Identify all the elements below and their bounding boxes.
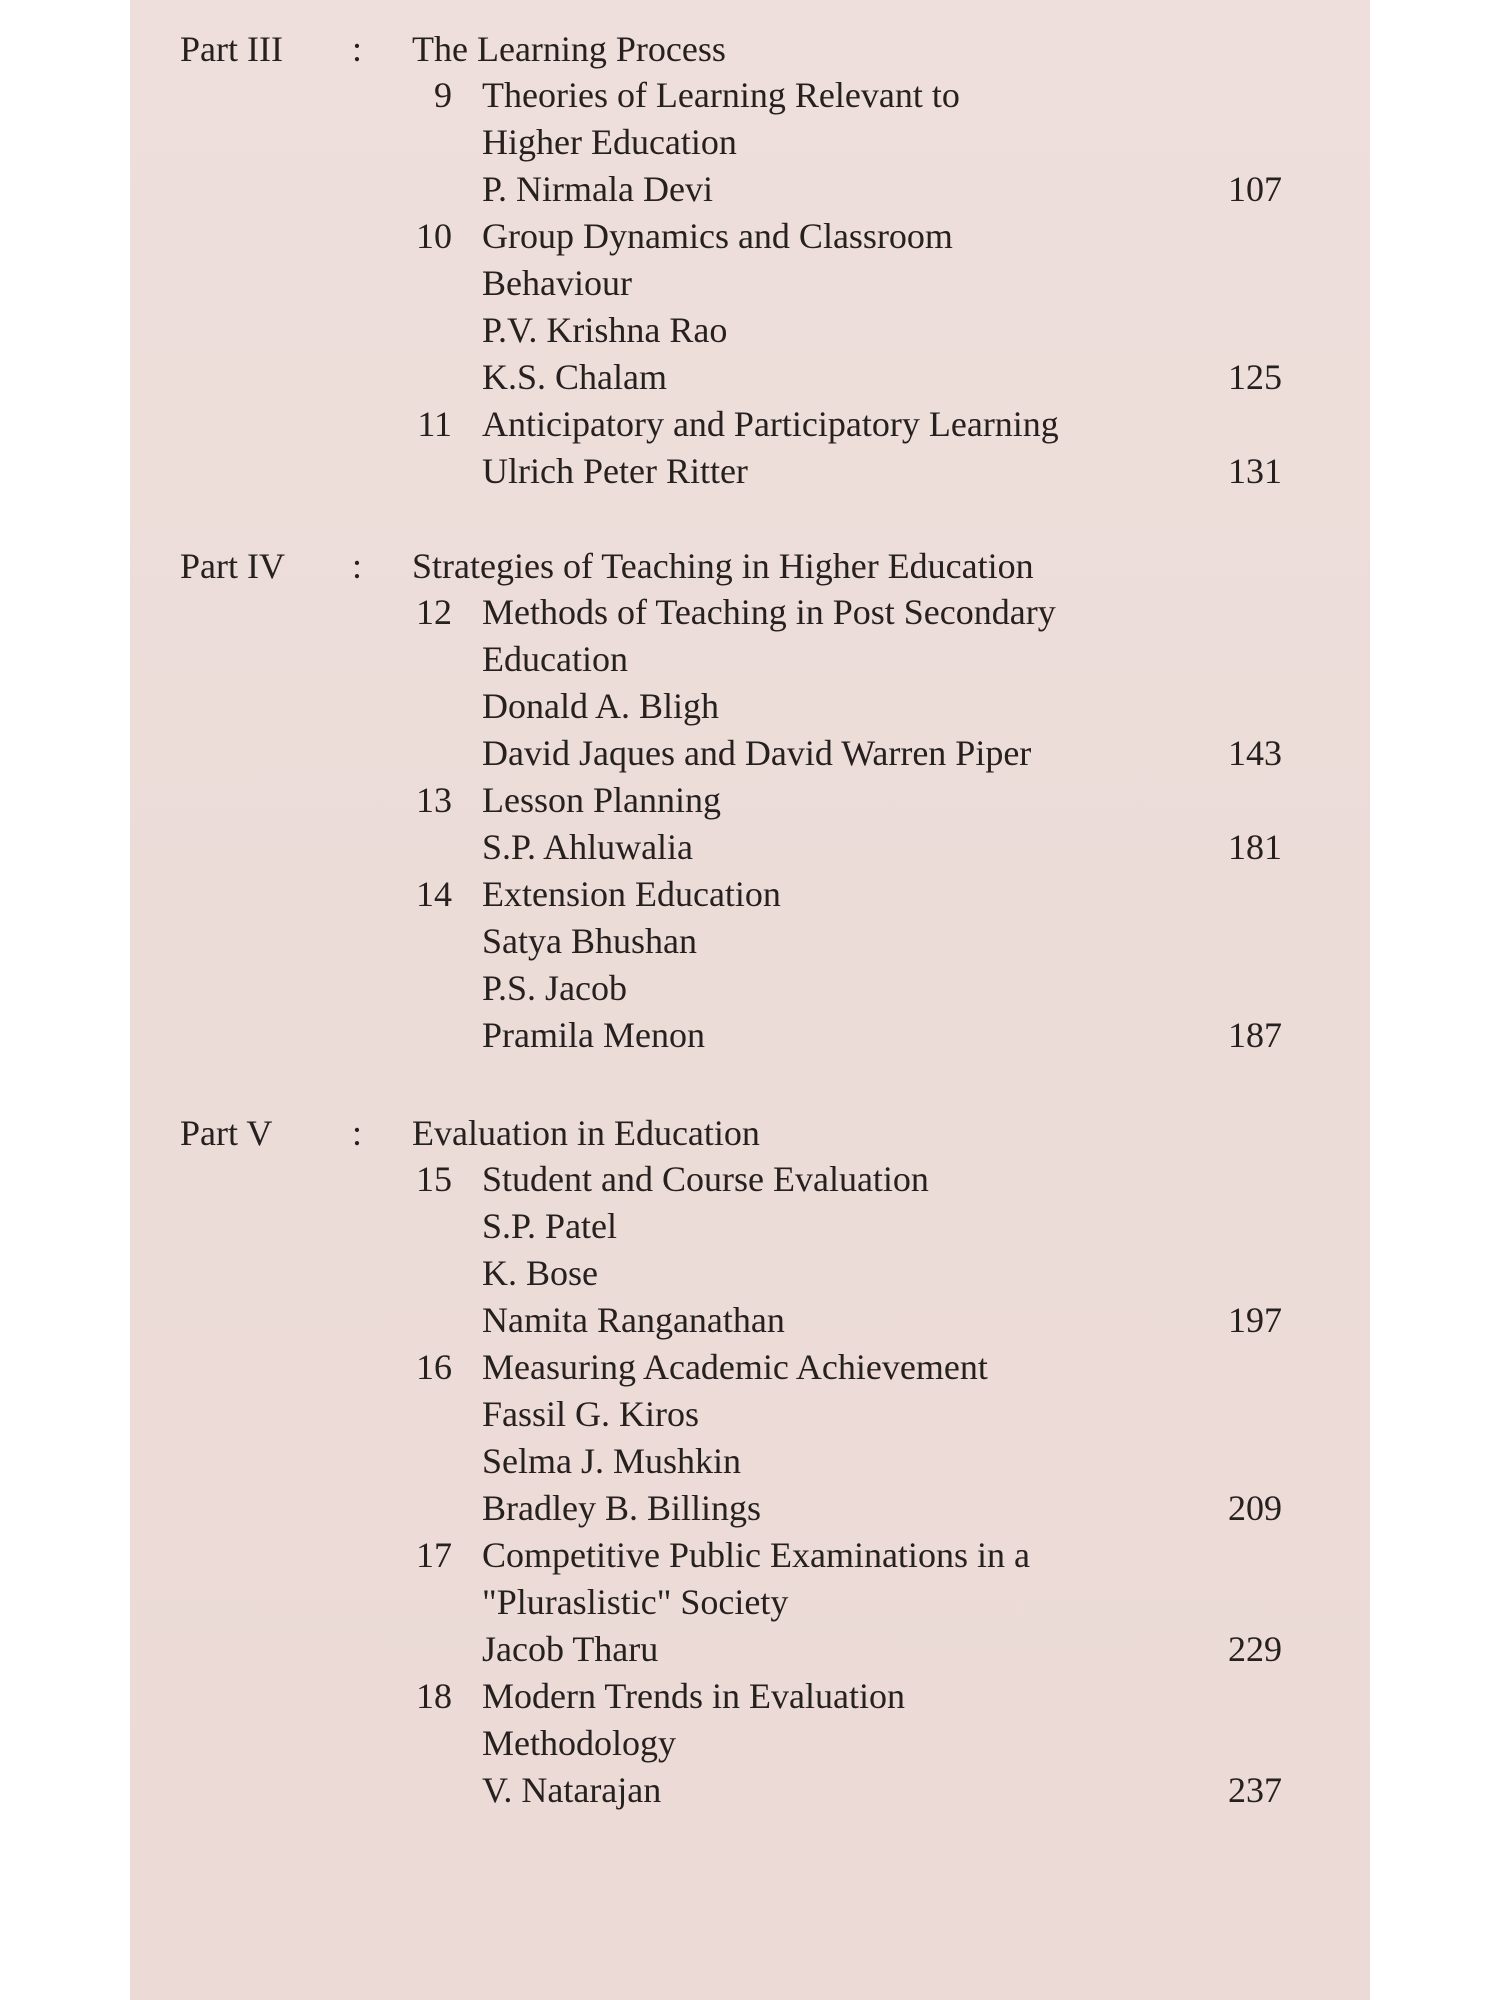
chapter-title-line: Lesson Planning xyxy=(482,780,721,820)
toc-entry xyxy=(412,1532,1282,1673)
toc-entry xyxy=(412,871,1282,1059)
chapter-number: 16 xyxy=(416,1347,452,1387)
chapter-author: Fassil G. Kiros xyxy=(482,1394,700,1434)
chapter-title-line: Anticipatory and Participatory Learning xyxy=(482,404,1059,444)
toc-entry xyxy=(412,777,1282,871)
chapter-author: Pramila Menon xyxy=(482,1015,705,1055)
page-number: 131 xyxy=(1228,451,1282,491)
chapter-author: Selma J. Mushkin xyxy=(482,1441,742,1481)
part-title: The Learning Process xyxy=(412,29,726,69)
toc-entry xyxy=(412,1673,1282,1814)
part-section xyxy=(180,1110,1280,1870)
chapter-list xyxy=(412,72,1282,495)
part-colon: : xyxy=(352,546,363,586)
part-label: Part III xyxy=(180,29,283,69)
page-number: 187 xyxy=(1228,1015,1282,1055)
chapter-title-line: Competitive Public Examinations in a xyxy=(482,1535,1030,1575)
chapter-author: Jacob Tharu xyxy=(482,1629,659,1669)
part-title: Evaluation in Education xyxy=(412,1113,760,1153)
chapter-title-line: Student and Course Evaluation xyxy=(482,1159,929,1199)
book-page xyxy=(130,0,1370,2000)
part-colon: : xyxy=(352,29,363,69)
toc-entry xyxy=(412,1156,1282,1344)
chapter-author: K.S. Chalam xyxy=(482,357,667,397)
chapter-title-line: Behaviour xyxy=(482,263,632,303)
chapter-title-line: Methods of Teaching in Post Secondary xyxy=(482,592,1056,632)
chapter-author: S.P. Patel xyxy=(482,1206,618,1246)
chapter-number: 18 xyxy=(416,1676,452,1716)
chapter-title-line: Theories of Learning Relevant to xyxy=(482,75,960,115)
chapter-author: P. Nirmala Devi xyxy=(482,169,713,209)
chapter-author: David Jaques and David Warren Piper xyxy=(482,733,1032,773)
chapter-number: 9 xyxy=(434,75,452,115)
chapter-author: Namita Ranganathan xyxy=(482,1300,785,1340)
chapter-list xyxy=(412,1156,1282,1814)
part-colon: : xyxy=(352,1113,363,1153)
toc-entry xyxy=(412,213,1282,401)
page-number: 181 xyxy=(1228,827,1282,867)
chapter-author: Satya Bhushan xyxy=(482,921,697,961)
chapter-title-line: "Pluraslistic" Society xyxy=(482,1582,789,1622)
chapter-author: K. Bose xyxy=(482,1253,598,1293)
part-section xyxy=(180,543,1280,1063)
chapter-title-line: Higher Education xyxy=(482,122,737,162)
page-number: 229 xyxy=(1228,1629,1282,1669)
page-number: 237 xyxy=(1228,1770,1282,1810)
part-title: Strategies of Teaching in Higher Education xyxy=(412,546,1034,586)
chapter-author: Ulrich Peter Ritter xyxy=(482,451,748,491)
chapter-number: 10 xyxy=(416,216,452,256)
part-section xyxy=(180,26,1282,491)
chapter-number: 15 xyxy=(416,1159,452,1199)
chapter-title-line: Measuring Academic Achievement xyxy=(482,1347,988,1387)
page-number: 143 xyxy=(1228,733,1282,773)
chapter-number: 11 xyxy=(417,404,452,444)
toc-entry xyxy=(412,1344,1282,1532)
chapter-number: 13 xyxy=(416,780,452,820)
chapter-title-line: Group Dynamics and Classroom xyxy=(482,216,953,256)
toc-entry xyxy=(412,589,1282,777)
chapter-list xyxy=(412,589,1282,1059)
chapter-number: 12 xyxy=(416,592,452,632)
toc-entry xyxy=(412,401,1282,495)
part-label: Part IV xyxy=(180,546,285,586)
chapter-number: 14 xyxy=(416,874,452,914)
chapter-number: 17 xyxy=(416,1535,452,1575)
chapter-title-line: Extension Education xyxy=(482,874,781,914)
chapter-title-line: Modern Trends in Evaluation xyxy=(482,1676,905,1716)
chapter-author: V. Natarajan xyxy=(482,1770,662,1810)
page-number: 107 xyxy=(1228,169,1282,209)
chapter-author: S.P. Ahluwalia xyxy=(482,827,694,867)
chapter-title-line: Methodology xyxy=(482,1723,676,1763)
part-label: Part V xyxy=(180,1113,273,1153)
page-number: 197 xyxy=(1228,1300,1282,1340)
toc-entry xyxy=(412,72,1282,213)
chapter-author: Donald A. Bligh xyxy=(482,686,720,726)
chapter-title-line: Education xyxy=(482,639,628,679)
page-number: 209 xyxy=(1228,1488,1282,1528)
page-number: 125 xyxy=(1228,357,1282,397)
chapter-author: P.S. Jacob xyxy=(482,968,628,1008)
chapter-author: Bradley B. Billings xyxy=(482,1488,761,1528)
chapter-author: P.V. Krishna Rao xyxy=(482,310,728,350)
